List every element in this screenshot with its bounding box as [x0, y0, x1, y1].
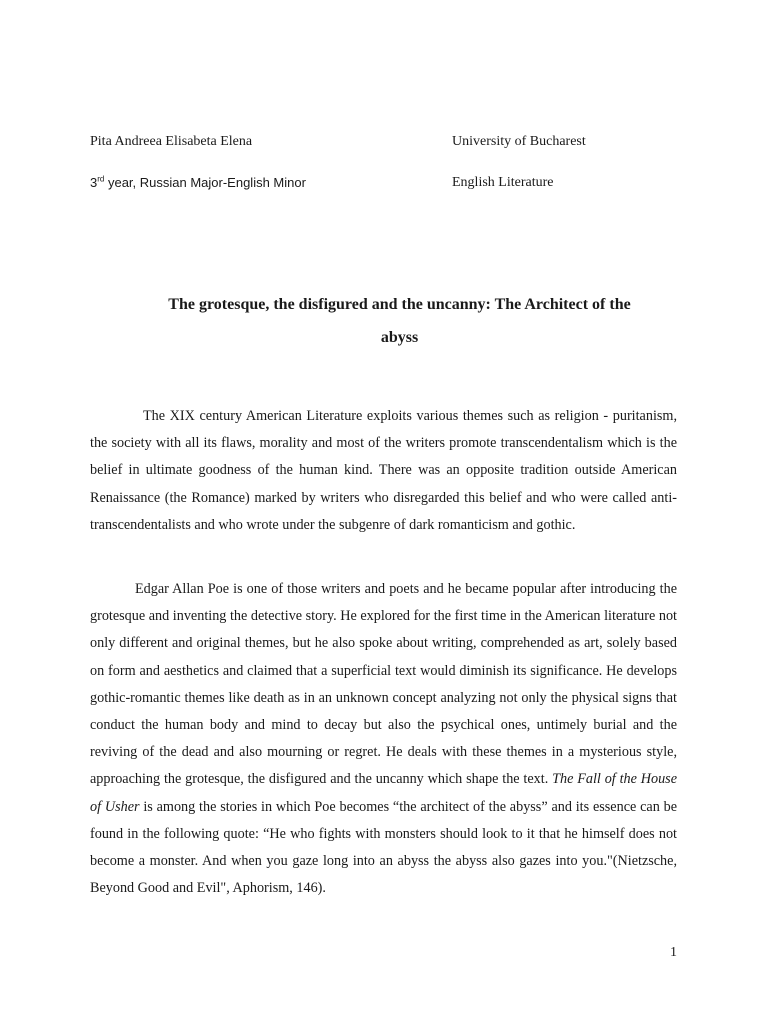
body-paragraph-1	[90, 403, 677, 539]
year-rest: year, Russian Major-English Minor	[104, 175, 306, 190]
author-name: Pita Andreea Elisabeta Elena	[90, 134, 253, 149]
story-title-italic: The Fall of the House of Usher	[90, 771, 677, 815]
university-name: University of Bucharest	[452, 134, 586, 149]
student-year-major	[90, 174, 306, 192]
essay-title-line-1: The grotesque, the disfigured and the uncanny: The Architect of the	[168, 296, 631, 313]
paragraph-2-text-end: is among the stories in which Poe becomes “the architect of the abyss” and its essence can be found in the following quote: “He who fights with monsters should look to it that he himself does not become a monster. And when you gaze long into an abyss the abyss also gazes into you."(Nietzsche, Beyond Good and Evil", Aphorism, 146).	[90, 798, 677, 897]
paragraph-1-text: The XIX century American Literature exploits various themes such as religion - puritanism, the society with all its flaws, morality and most of the writers promote transcendentalism which is the belief in ultimate goodness of the human kind. There was an opposite tradition outside American Renaissance (the Romance) marked by writers who disregarded this belief and who were called anti-transcendentalists and who wrote under the subgenre of dark romanticism and gothic.	[90, 408, 677, 533]
page-number: 1	[670, 945, 677, 960]
essay-title-line-2: abyss	[380, 329, 419, 346]
essay-title	[90, 288, 709, 354]
year-ordinal: 3	[90, 175, 98, 190]
course-name: English Literature	[452, 175, 554, 190]
body-paragraph-2	[90, 576, 677, 902]
paragraph-2-text-start: Edgar Allan Poe is one of those writers and poets and he became popular after introducing the grotesque and inventing the detective story. He explored for the first time in the American literature not only different and original themes, but he also spoke about writing, comprehended as art, solely based on form and aesthetics and claimed that a superficial text would diminish its significance. He develops gothic-romantic themes like death as in an unknown concept analyzing not only the physical signs that conduct the human body and mind to decay but also the psychical ones, untimely burial and the reviving of the dead and also mourning or regret. He deals with these themes in a mysterious style, approaching the grotesque, the disfigured and the uncanny which shape the text.	[90, 581, 677, 788]
year-ordinal-suffix: rd	[97, 174, 105, 184]
